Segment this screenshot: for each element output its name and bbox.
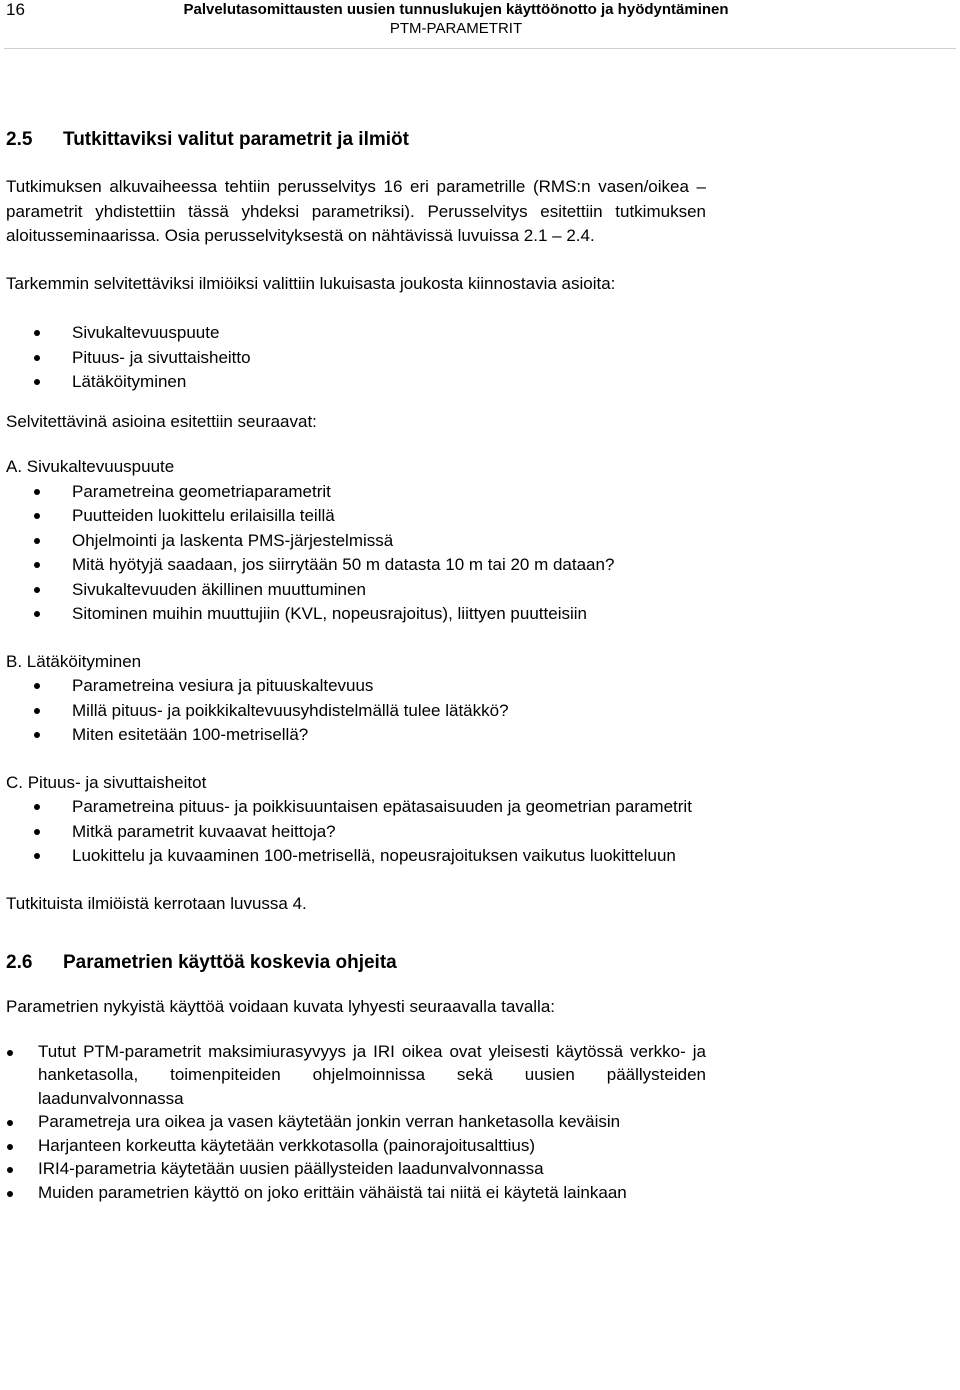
list-item-text: Mitkä parametrit kuvaavat heittoja? (72, 821, 336, 841)
list-item (6, 1157, 706, 1181)
list-item-text: Parametreja ura oikea ja vasen käytetään jonkin verran hanketasolla keväisin (38, 1112, 621, 1131)
list-item (6, 370, 706, 395)
paragraph: Selvitettävinä asioina esitettiin seuraavat: (6, 411, 317, 431)
list-item-text: Puutteiden luokittelu erilaisilla teillä (72, 506, 335, 525)
list-item-text: Harjanteen korkeutta käytetään verkkotasolla (painorajoitusalttius) (38, 1135, 536, 1155)
list-item-text: Mitä hyötyjä saadaan, jos siirrytään 50 m datasta 10 m tai 20 m dataan? (72, 555, 615, 574)
bullet-icon (7, 1120, 13, 1126)
bullet-icon (34, 611, 40, 617)
list-item (6, 602, 706, 627)
list-item-text: Miten esitetään 100-metrisellä? (72, 725, 309, 744)
page-number: 16 (6, 0, 25, 19)
bullet-icon (34, 853, 40, 859)
section-heading-2-6 (6, 951, 706, 975)
bullet-icon (34, 829, 40, 835)
running-header-title: Palvelutasomittausten uusien tunnuslukujen käyttöönotto ja hyödyntäminen (183, 1, 729, 18)
list-item (6, 504, 706, 529)
list-item (6, 1040, 706, 1111)
bullet-list-c (6, 795, 706, 869)
list-item (6, 674, 706, 699)
bullet-icon (34, 708, 40, 714)
list-item-text: Muiden parametrien käyttö on joko erittäin vähäistä tai niitä ei käytetä lainkaan (38, 1182, 627, 1202)
list-item-text: Pituus- ja sivuttaisheitto (72, 347, 251, 367)
paragraph: Parametrien nykyistä käyttöä voidaan kuvata lyhyesti seuraavalla tavalla: (6, 997, 556, 1016)
bullet-icon (34, 355, 40, 361)
list-item-text: Sitominen muihin muuttujiin (KVL, nopeusrajoitus), liittyen puutteisiin (72, 604, 587, 623)
list-item (6, 1110, 706, 1134)
bullet-icon (7, 1191, 13, 1197)
list-item-text: Sivukaltevuuden äkillinen muuttuminen (72, 579, 366, 599)
list-item-text: Ohjelmointi ja laskenta PMS-järjestelmissä (72, 530, 394, 550)
bullet-icon (34, 538, 40, 544)
list-item-text: Tutut PTM-parametrit maksimiurasyvyys ja IRI oikea ovat yleisesti käytössä verkko- ja hanketasolla, toimenpiteiden ohjelmoinnissa sekä uusien päällysteiden laadunvalvonnassa (38, 1041, 706, 1108)
section-title: Parametrien käyttöä koskevia ohjeita (63, 952, 397, 973)
list-item-text: Parametreina vesiura ja pituuskaltevuus (72, 676, 374, 695)
paragraph: Tarkemmin selvitettäviksi ilmiöiksi valittiin lukuisasta joukosta kiinnostavia asioita: (6, 273, 616, 293)
list-item (6, 529, 706, 554)
group-title-b: B. Lätäköityminen (6, 651, 142, 671)
bullet-icon (34, 489, 40, 495)
list-item-text: Luokittelu ja kuvaaminen 100-metrisellä, nopeusrajoituksen vaikutus luokitteluun (72, 846, 676, 865)
list-item (6, 1134, 706, 1158)
list-item (6, 723, 706, 748)
bullet-list-a (6, 480, 706, 627)
list-item (6, 699, 706, 724)
bullet-icon (34, 379, 40, 385)
list-item-text: Millä pituus- ja poikkikaltevuusyhdistelmällä tulee lätäkkö? (72, 700, 509, 720)
list-item (6, 795, 706, 820)
bullet-icon (34, 330, 40, 336)
content (6, 128, 706, 1204)
list-item (6, 480, 706, 505)
section-title: Tutkittaviksi valitut parametrit ja ilmiöt (63, 129, 409, 150)
bullet-icon (7, 1050, 13, 1056)
list-item (6, 321, 706, 346)
list-item-text: Parametreina pituus- ja poikkisuuntaisen epätasaisuuden ja geometrian parametrit (72, 797, 692, 816)
list-item (6, 578, 706, 603)
section-number: 2.5 (6, 129, 33, 150)
bullet-icon (34, 732, 40, 738)
section-heading-2-5 (6, 128, 706, 152)
running-header-subtitle: PTM-PARAMETRIT (389, 20, 523, 37)
running-header (120, 0, 792, 38)
list-item (6, 1181, 706, 1205)
list-item-text: Sivukaltevuuspuute (72, 323, 220, 342)
paragraph: Tutkimuksen alkuvaiheessa tehtiin perusselvitys 16 eri parametrille (RMS:n vasen/oikea –parametrit yhdistettiin tässä yhdeksi parametriksi). Perusselvitys esitettiin tutkimuksen aloitusseminaarissa. Osia perusselvityksestä on nähtävissä luvuissa 2.1 – 2.4. (6, 177, 706, 245)
bullet-icon (34, 804, 40, 810)
section-number: 2.6 (6, 952, 33, 973)
bullet-icon (7, 1144, 13, 1150)
list-item (6, 844, 706, 869)
paragraph: Tutkituista ilmiöistä kerrotaan luvussa 4. (6, 893, 307, 913)
list-item (6, 553, 706, 578)
header-rule (4, 48, 956, 49)
group-title-a: A. Sivukaltevuuspuute (6, 457, 175, 476)
bullet-icon (34, 587, 40, 593)
list-item (6, 820, 706, 845)
bullet-list-2-6 (6, 1040, 706, 1205)
list-item-text: IRI4-parametria käytetään uusien päällysteiden laadunvalvonnassa (38, 1159, 544, 1178)
list-item-text: Lätäköityminen (72, 372, 187, 391)
list-item-text: Parametreina geometriaparametrit (72, 481, 331, 501)
bullet-list (6, 321, 706, 395)
bullet-icon (7, 1167, 13, 1173)
bullet-icon (34, 683, 40, 689)
group-title-c: C. Pituus- ja sivuttaisheitot (6, 772, 207, 792)
bullet-list-b (6, 674, 706, 748)
bullet-icon (34, 562, 40, 568)
list-item (6, 346, 706, 371)
bullet-icon (34, 513, 40, 519)
